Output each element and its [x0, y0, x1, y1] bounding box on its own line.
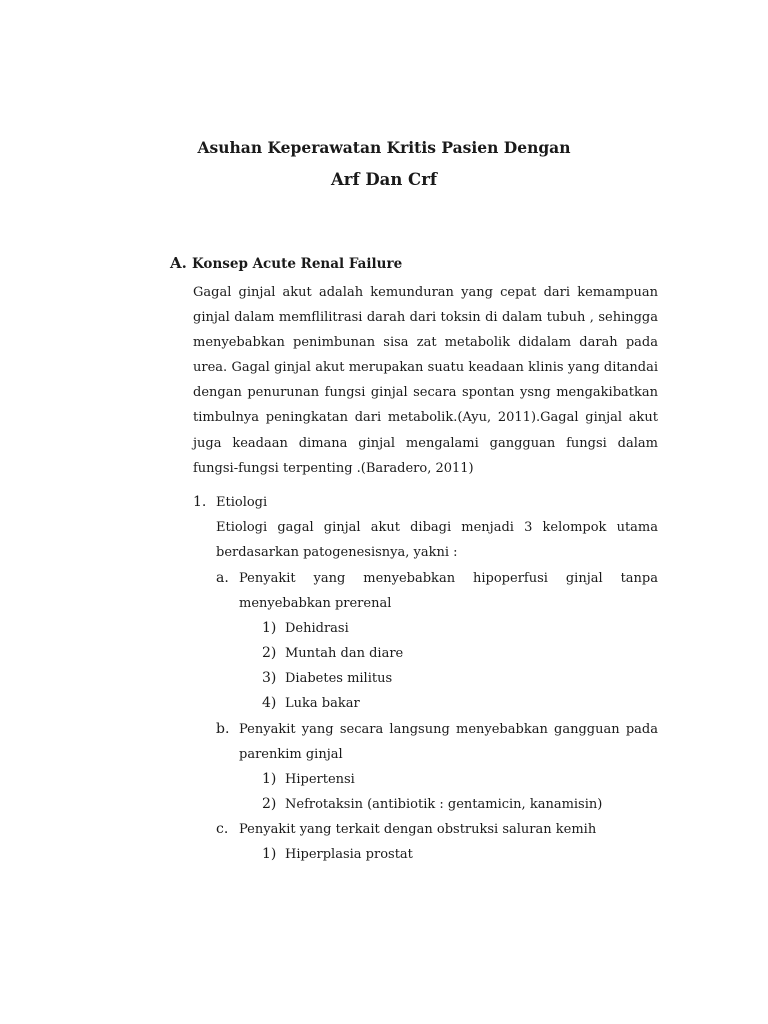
list-item-b: [216, 717, 658, 767]
sub-text: Dehidrasi: [285, 621, 349, 636]
sub-marker: 4): [262, 695, 277, 711]
sub-marker: 2): [262, 796, 277, 812]
list-item-a-3: [262, 670, 392, 686]
sub-marker: 1): [262, 846, 277, 862]
etiologi-marker: 1.: [193, 494, 207, 510]
document-title-line-2: Arf Dan Crf: [330, 170, 437, 189]
section-a-title: Konsep Acute Renal Failure: [192, 256, 403, 272]
list-item-c-text: Penyakit yang terkait dengan obstruksi saluran kemih: [239, 822, 597, 837]
sub-marker: 2): [262, 645, 277, 661]
list-item-b-marker: b.: [216, 721, 230, 737]
list-item-b-text: Penyakit yang secara langsung menyebabkan gangguan pada parenkim ginjal: [239, 722, 658, 763]
list-item-c-1: [262, 846, 413, 862]
list-item-a-marker: a.: [216, 570, 229, 586]
sub-text: Hiperplasia prostat: [285, 847, 413, 862]
document-title-line-1: Asuhan Keperawatan Kritis Pasien Dengan: [197, 138, 571, 157]
sub-text: Diabetes militus: [285, 671, 393, 686]
section-a-marker: A.: [170, 254, 187, 272]
list-item-a-1: [262, 620, 349, 636]
sub-text: Hipertensi: [285, 772, 355, 787]
etiologi-paragraph: Etiologi gagal ginjal akut dibagi menjadi 3 kelompok utama berdasarkan patogenesisnya, yakni :: [216, 520, 658, 561]
list-item-a-2: [262, 645, 403, 661]
etiologi-label: Etiologi: [216, 495, 268, 510]
section-a-heading: [170, 254, 402, 272]
section-a-paragraph: Gagal ginjal akut adalah kemunduran yang cepat dari kemampuan ginjal dalam memflilitrasi darah dari toksin di dalam tubuh , sehingga menyebabkan penimbunan sisa zat metabolik didalam darah pada urea. Gagal ginjal akut merupakan suatu keadaan klinis yang ditandai dengan penurunan fungsi ginjal secara spontan ysng mengakibatkan timbulnya peningkatan dari metabolik.(Ayu, 2011).Gagal ginjal akut juga keadaan dimana ginjal mengalami gangguan fungsi dalam fungsi-fungsi terpenting .(Baradero, 2011): [193, 285, 658, 476]
list-item-b-1: [262, 771, 355, 787]
list-item-c: [216, 817, 658, 842]
sub-text: Nefrotaksin (antibiotik : gentamicin, kanamisin): [285, 797, 603, 812]
list-item-a: [216, 566, 658, 616]
sub-marker: 3): [262, 670, 277, 686]
sub-marker: 1): [262, 771, 277, 787]
sub-text: Luka bakar: [285, 696, 360, 711]
list-item-c-marker: c.: [216, 821, 229, 837]
list-item-a-4: [262, 695, 360, 711]
etiologi-heading: [193, 494, 267, 510]
sub-text: Muntah dan diare: [285, 646, 404, 661]
list-item-a-text: Penyakit yang menyebabkan hipoperfusi ginjal tanpa menyebabkan prerenal: [239, 571, 658, 612]
list-item-b-2: [262, 796, 602, 812]
sub-marker: 1): [262, 620, 277, 636]
